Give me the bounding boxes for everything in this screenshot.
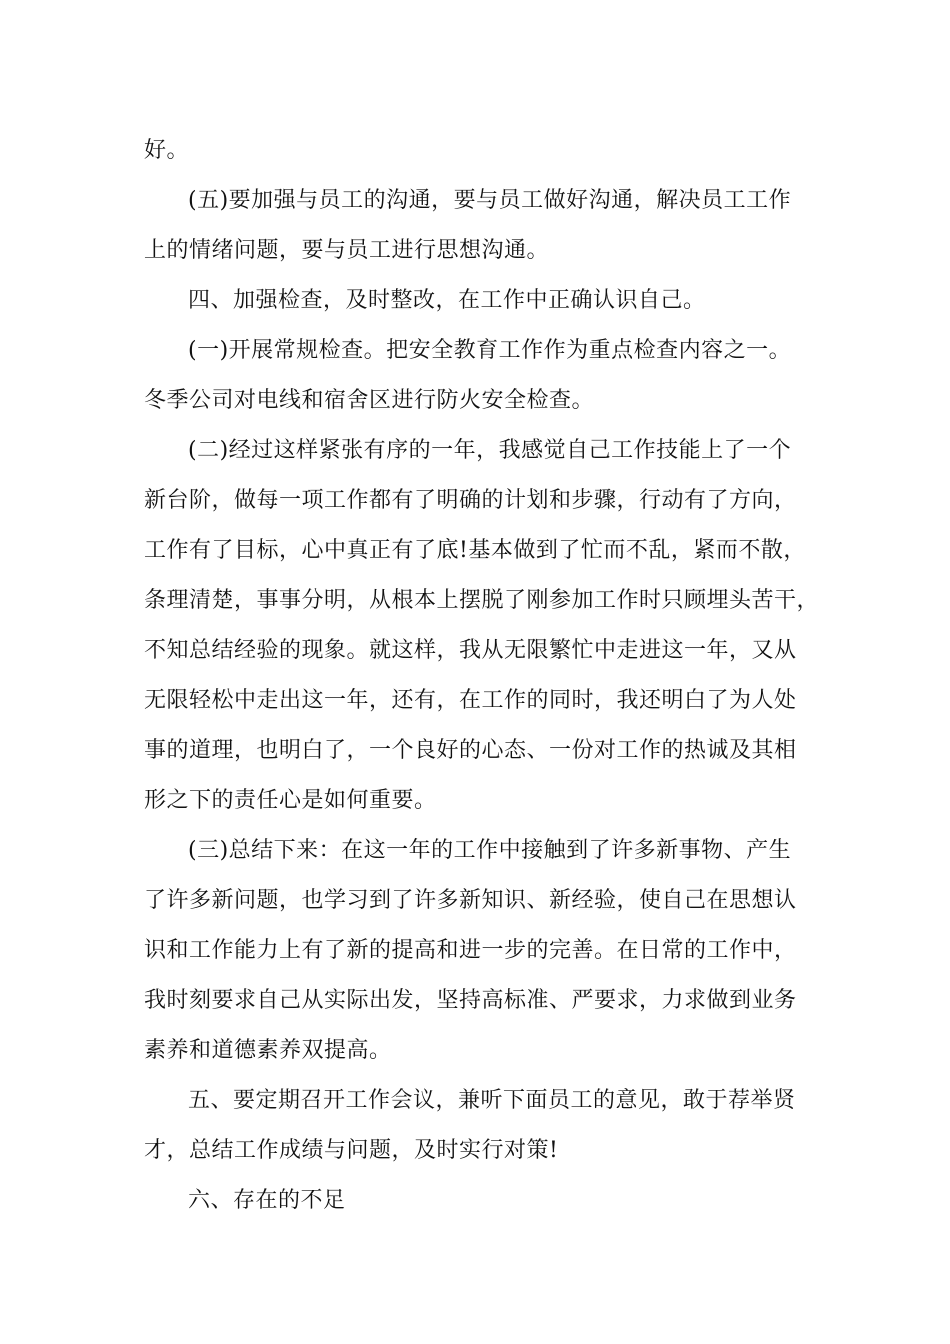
text-line: 冬季公司对电线和宿舍区进行防火安全检查。 xyxy=(144,388,595,413)
text-line: 形之下的责任心是如何重要。 xyxy=(144,788,437,813)
section-6-heading: 六、存在的不足 xyxy=(188,1188,346,1213)
section-4-heading: 四、加强检查，及时整改，在工作中正确认识自己。 xyxy=(188,288,706,313)
text-line: 我时刻要求自己从实际出发，坚持高标准、严要求，力求做到业务 xyxy=(144,988,797,1013)
paragraph-3-line-1: (三)总结下来：在这一年的工作中接触到了许多新事物、产生 xyxy=(188,838,792,863)
text-line: 无限轻松中走出这一年，还有，在工作的同时，我还明白了为人处 xyxy=(144,688,797,713)
text-line: 好。 xyxy=(144,138,190,163)
text-line: 了许多新问题，也学习到了许多新知识、新经验，使自己在思想认 xyxy=(144,888,797,913)
text-line: 不知总结经验的现象。就这样，我从无限繁忙中走进这一年，又从 xyxy=(144,638,797,663)
text-line: 条理清楚，事事分明，从根本上摆脱了刚参加工作时只顾埋头苦干， xyxy=(144,588,820,613)
text-line: 素养和道德素养双提高。 xyxy=(144,1038,392,1063)
section-5-heading: 五、要定期召开工作会议，兼听下面员工的意见，敢于荐举贤 xyxy=(188,1088,796,1113)
text-line: 上的情绪问题，要与员工进行思想沟通。 xyxy=(144,238,550,263)
paragraph-5-line-1: (五)要加强与员工的沟通，要与员工做好沟通，解决员工工作 xyxy=(188,188,792,213)
paragraph-2-line-1: (二)经过这样紧张有序的一年，我感觉自己工作技能上了一个 xyxy=(188,438,792,463)
text-line: 新台阶，做每一项工作都有了明确的计划和步骤，行动有了方向， xyxy=(144,488,797,513)
text-line: 工作有了目标，心中真正有了底!基本做到了忙而不乱，紧而不散， xyxy=(144,538,806,563)
paragraph-1-line-1: (一)开展常规检查。把安全教育工作作为重点检查内容之一。 xyxy=(188,338,792,363)
text-line: 事的道理，也明白了，一个良好的心态、一份对工作的热诚及其相 xyxy=(144,738,797,763)
text-line: 才，总结工作成绩与问题，及时实行对策! xyxy=(144,1138,559,1163)
text-line: 识和工作能力上有了新的提高和进一步的完善。在日常的工作中， xyxy=(144,938,797,963)
